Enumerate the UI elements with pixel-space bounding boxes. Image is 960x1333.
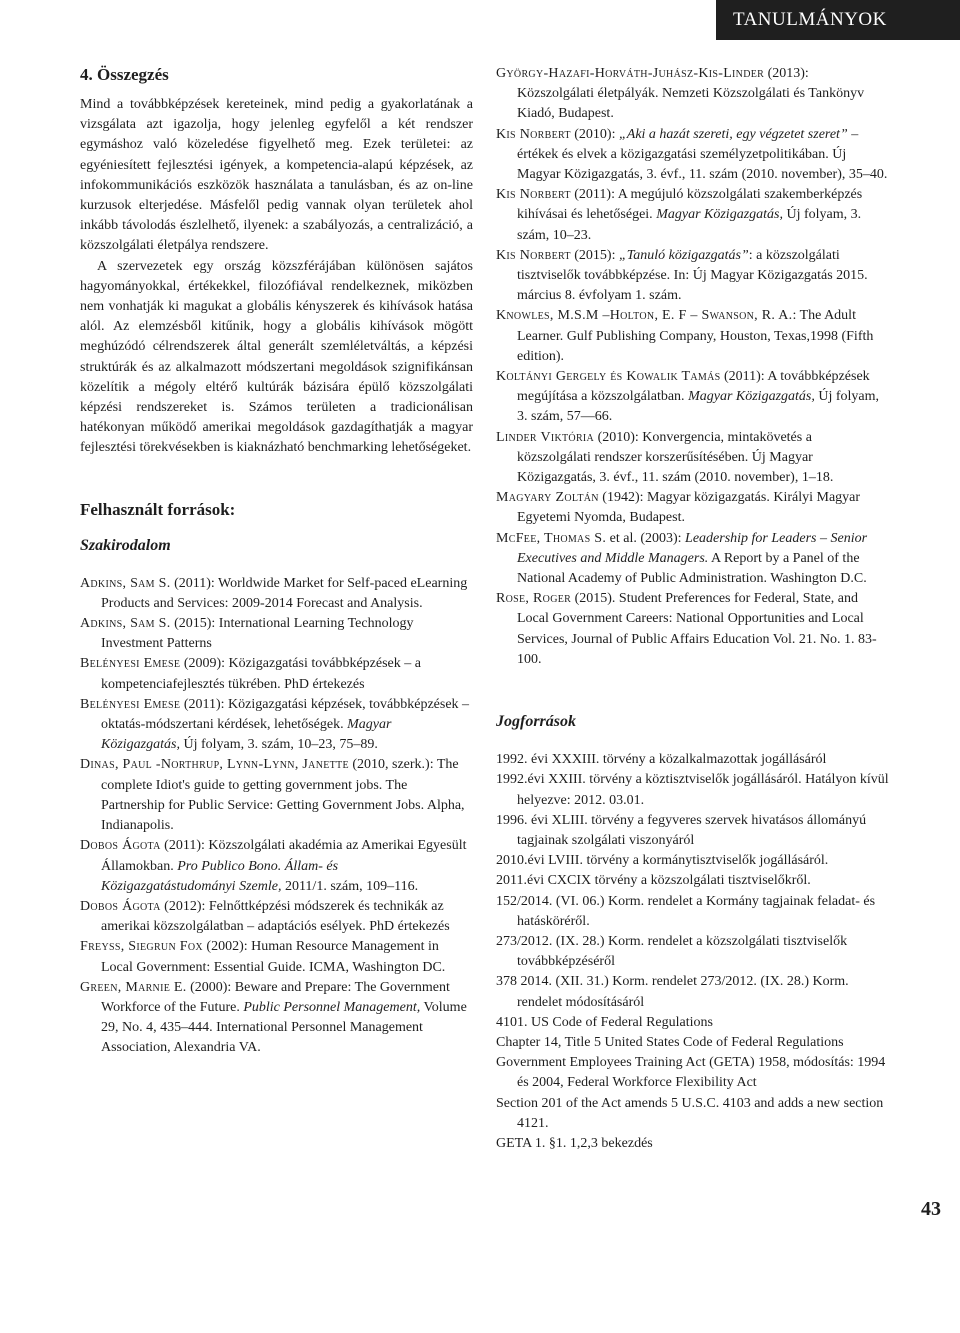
reference-author: Belényesi Emese <box>80 656 181 672</box>
reference-item <box>80 755 473 836</box>
reference-source: Public Personnel Management, <box>243 999 421 1015</box>
reference-text: (2015). Student Preferences for Federal, State, and Local Government Careers: National Opportunities and Local Services, Journal of Public Affairs Education Vol. 21. No. 1. 83-100. <box>517 591 877 667</box>
reference-item <box>496 64 889 125</box>
right-column <box>496 64 889 1154</box>
reference-text: : The Adult Learner. Gulf Publishing Company, Houston, Texas,1998 (Fifth edition). <box>517 308 874 364</box>
literature-heading: Szakirodalom <box>80 536 171 554</box>
summary-body <box>80 95 473 459</box>
reference-text: (2012): Felnőttképzési módszerek és technikák az amerikai közszolgálatban – adaptációs esélyek. PhD értekezés <box>101 898 450 935</box>
reference-author: Green, Marnie E. <box>80 979 187 995</box>
reference-details: Új folyam, 3. szám, 57—66. <box>517 389 880 425</box>
reference-item <box>496 428 889 489</box>
left-column <box>80 64 473 1059</box>
law-item: GETA 1. §1. 1,2,3 bekezdés <box>496 1135 653 1151</box>
reference-source: Leadership for Leaders – Senior Executives and Middle Managers. <box>517 530 868 566</box>
reference-source: „Tanuló közigazgatás” <box>618 247 749 263</box>
reference-text: (2000): Beware and Prepare: The Government Workforce of the Future. <box>101 979 450 1015</box>
reference-item <box>496 529 889 590</box>
reference-text: (1942): Magyar közigazgatás. Királyi Magyar Egyetemi Nyomda, Budapest. <box>517 490 861 526</box>
reference-item <box>80 978 473 1059</box>
reference-details: – értékek és elvek a közigazgatási személyzetpolitikában. Új Magyar Közigazgatás, 3. évf., 11. szám (2010. november), 35–40. <box>517 126 888 183</box>
summary-paragraph-1: Mind a továbbképzések kereteinek, mind pedig a gyakorlatának a vizsgálata azt igazolja, hogy jelenleg egyfelől a két rendszer egymáshoz való közeledése figyelhető meg. Ezek területei: az egyéniesített fejlesztési igények, a kompetencia-alapú képzések, az infokommunikációs eszközök használata a tanulásban, és az on-line kurzusok elterjedése. Másfelől pedig vannak olyan területek ahol inkább távolodás észlelhető, ilyenek: a szabályozás, a centralizáció, a közszolgálati életpálya rendszere. <box>80 97 473 254</box>
reference-item <box>496 246 889 307</box>
reference-author: Dinas, Paul -Northrup, Lynn-Lynn, Janette <box>80 757 349 773</box>
reference-item <box>496 306 889 367</box>
reference-text: (2010): Konvergencia, mintakövetés a közszolgálati rendszer korszerűsítésében. Új Magyar Közigazgatás, 3. évf., 11. szám (2010. november), 1–18. <box>517 429 834 486</box>
reference-author: Belényesi Emese <box>80 696 181 712</box>
section-label: TANULMÁNYOK <box>733 9 887 30</box>
reference-item <box>80 614 473 654</box>
reference-author: Dobos Ágota <box>80 838 161 854</box>
reference-item <box>80 836 473 897</box>
reference-item <box>80 937 473 977</box>
reference-author: Kis Norbert <box>496 187 571 203</box>
law-item: 2010.évi LVIII. törvény a kormánytisztviselők jogállásáról. <box>496 853 829 869</box>
reference-author: Knowles, M.S.M –Holton, E. F – Swanson, R. A. <box>496 308 793 324</box>
reference-author: McFee, Thomas S. <box>496 530 607 546</box>
law-item: 378 2014. (XII. 31.) Korm. rendelet 273/2012. (IX. 28.) Korm. rendelet módosításáról <box>496 974 849 1010</box>
law-item: Section 201 of the Act amends 5 U.S.C. 4103 and adds a new section 4121. <box>496 1095 884 1131</box>
reference-author: Kis Norbert <box>496 247 571 263</box>
reference-item <box>80 574 473 614</box>
reference-details: Új folyam, 3. szám, 10–23, 75–89. <box>179 737 378 753</box>
law-item: 1996. évi XLIII. törvény a fegyveres szervek hivatásos állományú tagjainak szolgálati viszonyáról <box>496 812 867 848</box>
summary-paragraph-2: A szervezetek egy ország közszférájában különösen sajátos hagyományokkal, értékekkel, filozófiával rendelkeznek, miközben nem vonhatják ki magukat a globális kényszerek és kihívások hatása alól. Az elemzésből kitűnik, hogy a globális kihívások mögött meghúzódó célrendszerek által generált szemléletváltás, a képzési struktúrák és az alkalmazott módszertani megoldások szignifikánsan közelítik a mégoly eltérő kultúrák bázisára épülő közszolgálati képzési rendszereket is. Számos területen a tradicionálisan hatékonyan működő amerikai megoldások gazdagíthatják a magyar fejlesztési törekvésekben is kiaknázható benchmarking lehetőségeket. <box>80 258 473 456</box>
reference-source: Magyar Közigazgatás, <box>656 207 783 223</box>
reference-item <box>80 897 473 937</box>
reference-source: Pro Publico Bono. Állam- és Közigazgatástudományi Szemle, <box>101 858 339 894</box>
reference-list-left <box>80 574 473 1059</box>
law-list <box>496 750 889 1154</box>
law-item: 1992.évi XXIII. törvény a köztisztviselők jogállásáról. Hatályon kívül helyezve: 2012. 03.01. <box>496 772 889 808</box>
reference-text: (2011): A továbbképzések megújítása a közszolgálatban. <box>517 369 870 405</box>
reference-author: Adkins, Sam S. <box>80 616 171 632</box>
reference-text: (2002): Human Resource Management in Local Government: Essential Guide. ICMA, Washington DC. <box>101 939 446 975</box>
reference-source: „Aki a hazát szereti, egy végzetet szeret” <box>618 126 848 142</box>
law-item: Chapter 14, Title 5 United States Code of Federal Regulations <box>496 1034 844 1050</box>
reference-author: Freyss, Siegrun Fox <box>80 939 203 955</box>
reference-details: : a közszolgálati tisztviselők továbbképzése. In: Új Magyar Közigazgatás 2015. március 8. évfolyam 1. szám. <box>517 247 868 304</box>
law-item: 152/2014. (VI. 06.) Korm. rendelet a Kormány tagjainak feladat- és hatásköréről. <box>496 893 876 929</box>
law-item: 273/2012. (IX. 28.) Korm. rendelet a közszolgálati tisztviselők továbbképzéséről <box>496 933 848 970</box>
reference-text: et al. (2003): <box>606 530 686 546</box>
reference-details: Volume 29, No. 4, 435–444. International Personnel Management Association, Alexandria VA. <box>101 999 467 1056</box>
reference-text: (2011): Közigazgatási képzések, továbbképzések – oktatás-módszertani kérdések, lehetőségek. <box>101 696 470 733</box>
reference-author: Linder Viktória <box>496 429 595 445</box>
reference-text: (2015): <box>570 247 619 263</box>
reference-author: György-Hazafi-Horváth-Juhász-Kis-Linder <box>496 66 765 81</box>
law-item: 2011.évi CXCIX törvény a közszolgálati tisztviselőkről. <box>496 873 811 889</box>
reference-text: (2009): Közigazgatási továbbképzések – a kompetenciafejlesztés tükrében. PhD értekezés <box>101 656 421 692</box>
reference-item <box>496 125 889 186</box>
page-number: 43 <box>921 1198 941 1220</box>
reference-author: Magyary Zoltán <box>496 490 599 506</box>
reference-details: A Report by a Panel of the National Academy of Public Administration. Washington D.C. <box>517 550 867 587</box>
reference-item <box>80 695 473 756</box>
reference-text: (2015): International Learning Technology Investment Patterns <box>101 616 414 652</box>
reference-item <box>496 589 889 670</box>
reference-details: Új folyam, 3. szám, 10–23. <box>517 207 862 243</box>
reference-author: Rose, Roger <box>496 591 572 607</box>
reference-author: Kis Norbert <box>496 126 571 142</box>
reference-source: Magyar Közigazgatás, <box>688 389 815 405</box>
section-header-tab <box>716 0 960 40</box>
reference-author: Koltányi Gergely és Kowalik Tamás <box>496 369 721 385</box>
reference-item <box>496 185 889 246</box>
summary-heading: 4. Összegzés <box>80 65 169 84</box>
reference-author: Dobos Ágota <box>80 898 161 914</box>
reference-source: Magyar Közigazgatás, <box>101 717 392 753</box>
law-item: 1992. évi XXXIII. törvény a közalkalmazottak jogállásáról <box>496 752 827 768</box>
reference-text: (2011): Worldwide Market for Self-paced eLearning Products and Services: 2009-2014 Forecast and Analysis. <box>101 575 468 611</box>
reference-text: (2010, szerk.): The complete Idiot's guide to getting government jobs. The Partnership for Public Service: Getting Government Jobs. Alpha, Indianapolis. <box>101 757 465 834</box>
reference-details: 2011/1. szám, 109–116. <box>281 878 419 894</box>
law-item: Government Employees Training Act (GETA) 1958, módosítás: 1994 és 2004, Federal Workforce Flexibility Act <box>496 1055 886 1091</box>
reference-item <box>496 367 889 428</box>
law-heading: Jogforrások <box>496 713 577 731</box>
reference-item <box>496 488 889 528</box>
reference-author: Adkins, Sam S. <box>80 575 171 591</box>
reference-item <box>80 654 473 694</box>
reference-text: (2011): Közszolgálati akadémia az Amerikai Egyesült Államokban. <box>101 838 467 874</box>
reference-text: (2010): <box>570 126 619 142</box>
reference-text: (2011): A megújuló közszolgálati szakemberképzés kihívásai és lehetőségei. <box>517 187 863 223</box>
law-item: 4101. US Code of Federal Regulations <box>496 1014 713 1030</box>
reference-list-right <box>496 64 889 670</box>
sources-heading: Felhasznált források: <box>80 499 236 519</box>
reference-text: (2013): Közszolgálati életpályák. Nemzeti Közszolgálati és Tankönyv Kiadó, Budapest. <box>517 66 865 122</box>
